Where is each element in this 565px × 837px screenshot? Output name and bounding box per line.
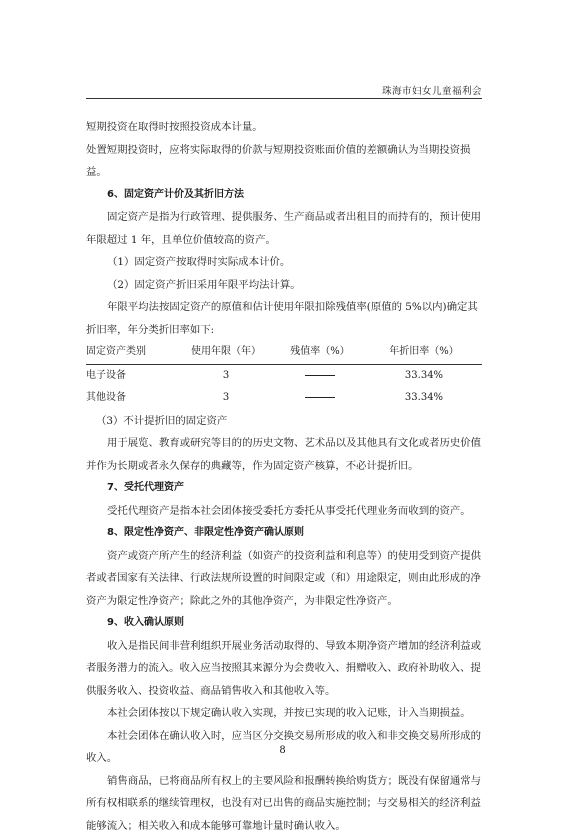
paragraph: 处置短期投资时，应将实际取得的价款与短期投资账面价值的差额确认为当期投资损益。: [86, 139, 482, 184]
document-body: [86, 116, 482, 837]
paragraph: （1）固定资产按取得时实际成本计价。: [86, 251, 482, 274]
paragraph: （2）固定资产折旧采用年限平均法计算。: [86, 274, 482, 297]
table-cell-category: 其他设备: [86, 387, 178, 410]
paragraph: 本社会团体在确认收入时，应当区分交换交易所形成的收入和非交换交易所形成的收入。: [86, 725, 482, 770]
paragraph: 销售商品，已将商品所有权上的主要风险和报酬转换给购货方；既没有保留通常与所有权相联系的继续管理权，也没有对已出售的商品实施控制；与交易相关的经济利益能够流入；相关收入和成本能够可靠地计量时确认收入。: [86, 770, 482, 837]
dash-mark: [305, 397, 335, 398]
page-number: 8: [0, 745, 565, 756]
table-cell-rate: 33.34%: [366, 364, 482, 387]
table-header-cell: 固定资产类别: [86, 341, 178, 364]
table-cell-rate: 33.34%: [366, 387, 482, 410]
paragraph: 本社会团体按以下规定确认收入实现，并按已实现的收入记账，计入当期损益。: [86, 702, 482, 725]
table-header-cell: 残值率（%）: [274, 341, 366, 364]
dash-mark: [305, 375, 335, 376]
paragraph: 固定资产是指为行政管理、提供服务、生产商品或者出租目的而持有的，预计使用年限超过 1 年，且单位价值较高的资产。: [86, 206, 482, 251]
table-cell-years: 3: [178, 364, 274, 387]
paragraph: （3）不计提折旧的固定资产: [86, 410, 482, 433]
table-header-cell: 使用年限（年）: [178, 341, 274, 364]
paragraph: 短期投资在取得时按照投资成本计量。: [86, 116, 482, 139]
paragraph: 收入是指民间非营利组织开展业务活动取得的、导致本期净资产增加的经济利益或者服务潜力的流入。收入应当按照其来源分为会费收入、捐赠收入、政府补助收入、提供服务收入、投资收益、商品销售收入和其他收入等。: [86, 635, 482, 703]
table-cell-category: 电子设备: [86, 364, 178, 387]
table-cell-residual: [274, 387, 366, 410]
table-row: [86, 364, 482, 387]
section-heading-6: 6、固定资产计价及其折旧方法: [86, 184, 482, 207]
table-cell-residual: [274, 364, 366, 387]
paragraph: 年限平均法按固定资产的原值和估计使用年限扣除残值率(原值的 5%以内)确定其折旧率，年分类折旧率如下:: [86, 296, 482, 341]
paragraph: 用于展览、教育或研究等目的的历史文物、艺术品以及其他具有文化或者历史价值并作为长期或者永久保存的典藏等，作为固定资产核算，不必计提折旧。: [86, 432, 482, 477]
page-header: [86, 82, 482, 99]
section-heading-9: 9、收入确认原则: [86, 612, 482, 635]
header-org-name: 珠海市妇女儿童福利会: [382, 83, 482, 97]
table-header-cell: 年折旧率（%）: [366, 341, 482, 364]
section-heading-7: 7、受托代理资产: [86, 477, 482, 500]
table-header-row: [86, 341, 482, 364]
table-row: [86, 387, 482, 410]
depreciation-table: [86, 341, 482, 410]
paragraph: 资产或资产所产生的经济利益（如资产的投资利益和利息等）的使用受到资产提供者或者国家有关法律、行政法规所设置的时间限定或（和）用途限定，则由此形成的净资产为限定性净资产；除此之外的其他净资产，为非限定性净资产。: [86, 545, 482, 613]
table-cell-years: 3: [178, 387, 274, 410]
section-heading-8: 8、限定性净资产、非限定性净资产确认原则: [86, 522, 482, 545]
paragraph: 受托代理资产是指本社会团体接受委托方委托从事受托代理业务而收到的资产。: [86, 500, 482, 523]
